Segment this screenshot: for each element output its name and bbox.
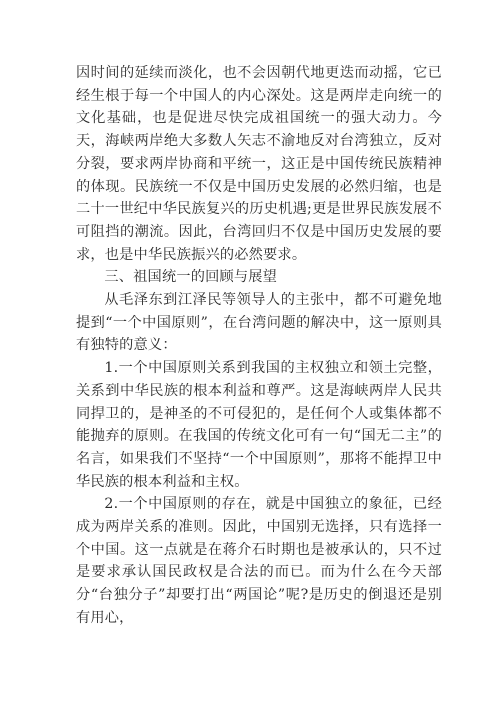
paragraph-continuation: 因时间的延续而淡化，也不会因朝代地更迭而动摇，它已经生根于每一个中国人的内心深处。这是两岸走向统一的文化基础，也是促进尽快完成祖国统一的强大动力。今天，海峡两岸绝大多数人矢志不渝地反对台湾独立，反对分裂，要求两岸协商和平统一，这正是中国传统民族精神的体现。民族统一不仅是中国历史发展的必然归缩，也是二十一世纪中华民族复兴的历史机遇;更是世界民族发展不可阻挡的潮流。因此，台湾回归不仅是中国历史发展的要求，也是中华民族振兴的必然要求。 (76, 65, 442, 263)
section-heading: 三、祖国统一的回顾与展望 (104, 269, 278, 286)
paragraph-point-2: 2.一个中国原则的存在，就是中国独立的象征，已经成为两岸关系的准则。因此，中国别无选择，只有选择一个中国。这一点就是在蒋介石时期也是被承认的，只不过是要求承认国民政权是合法的而已。而为什么在今天部分“台独分子”却要打出“两国论”呢?是历史的倒退还是别有用心， (76, 496, 442, 626)
paragraph-point-1: 1.一个中国原则关系到我国的主权独立和领土完整，关系到中华民族的根本利益和尊严。这是海峡两岸人民共同捍卫的，是神圣的不可侵犯的，是任何个人或集体都不能抛弃的原则。在我国的传统文化可有一句“国无二主”的名言，如果我们不坚持“一个中国原则”，那将不能捍卫中华民族的根本利益和主权。 (76, 360, 442, 490)
paragraph-intro: 从毛泽东到江泽民等领导人的主张中，都不可避免地提到“一个中国原则”，在台湾问题的解决中，这一原则具有独特的意义： (76, 292, 442, 354)
